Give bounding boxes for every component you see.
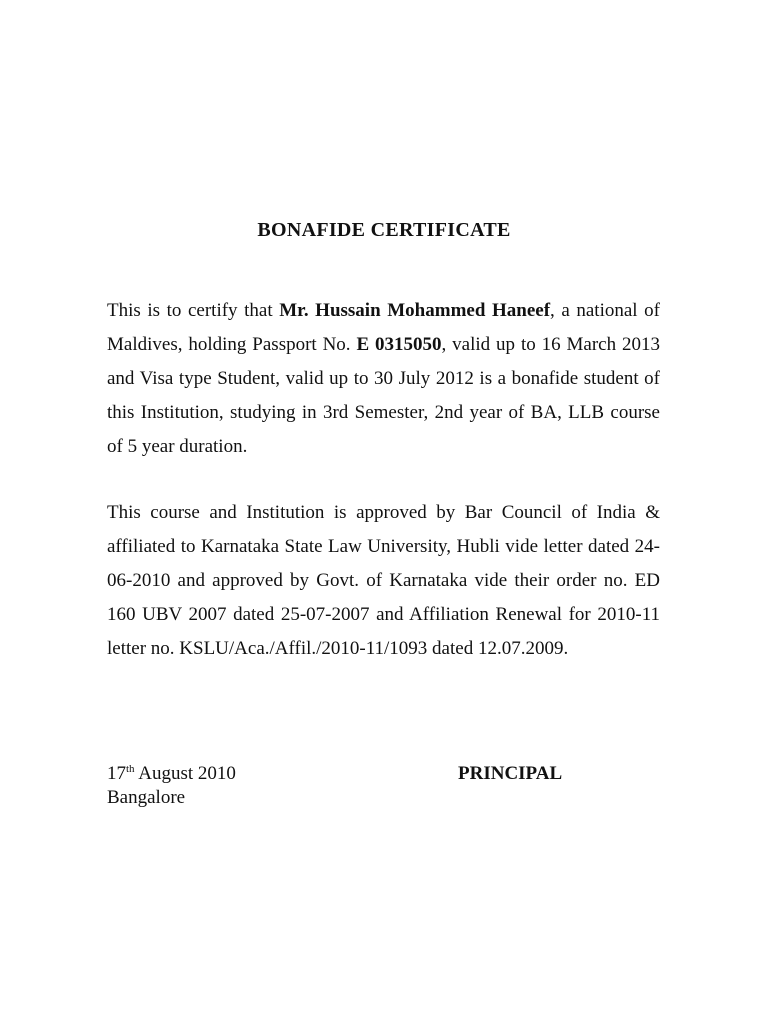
para1-rest: , valid up to 16 March 2013 and Visa type Student, valid up to 30 July 2012 is a bonafide student of this Institution, studying in 3rd Semester, 2nd year of BA, LLB course of 5 year duration. — [107, 334, 660, 457]
issue-date-rest: August 2010 — [134, 763, 236, 784]
passport-number: E 0315050 — [356, 334, 442, 355]
signatory-title: PRINCIPAL — [458, 763, 563, 784]
para1-lead: This is to certify that — [107, 300, 280, 321]
issue-date-suffix: th — [126, 763, 135, 775]
certificate-title: BONAFIDE CERTIFICATE — [257, 219, 511, 241]
certificate-paragraph-1 — [107, 294, 660, 464]
issue-date-day: 17 — [107, 763, 126, 784]
issue-place: Bangalore — [107, 787, 186, 808]
certificate-paragraph-2: This course and Institution is approved by Bar Council of India & affiliated to Karnataka State Law University, Hubli vide letter dated 24-06-2010 and approved by Govt. of Karnataka vide their order no. ED 160 UBV 2007 dated 25-07-2007 and Affiliation Renewal for 2010-11 letter no. KSLU/Aca./Affil./2010-11/1093 dated 12.07.2009. — [107, 502, 660, 659]
para1-after-name: , a national of Maldives, holding Passport No. — [107, 300, 660, 355]
issue-date — [107, 762, 236, 786]
student-name: Mr. Hussain Mohammed Haneef — [279, 300, 551, 321]
